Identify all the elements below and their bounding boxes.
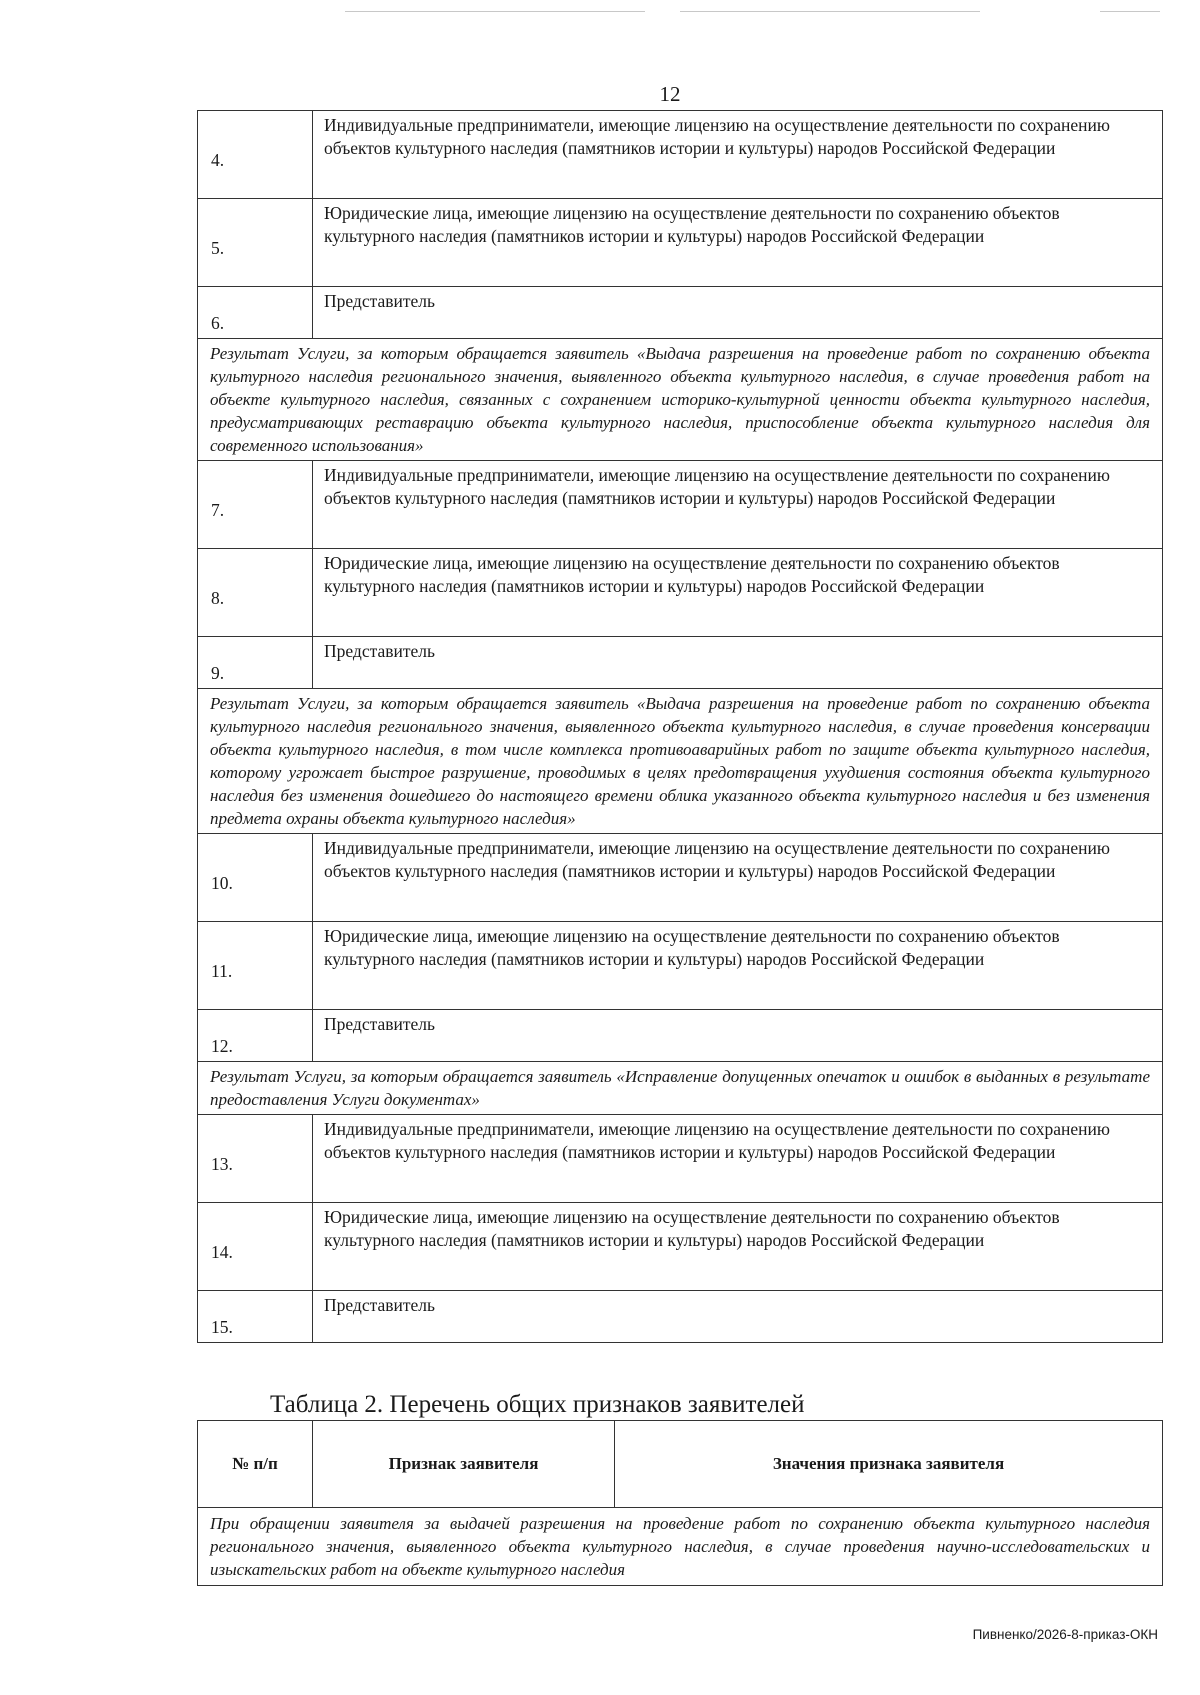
table-row — [198, 199, 1163, 287]
col-header-number: № п/п — [198, 1421, 313, 1508]
result-text: Результат Услуги, за которым обращается заявитель «Выдача разрешения на проведение работ по сохранению объекта культурного наследия регионального значения, выявленного объекта культурного наследия, в случае проведения консервации объекта культурного наследия, в том числе комплекса противоаварийных работ по защите объекта культурного наследия, которому угрожает быстрое разрушение, проводимых в целях предотвращения ухудшения состояния объекта культурного наследия без изменения дошедшего до настоящего времени облика указанного объекта культурного наследия и без изменения предмета охраны объекта культурного наследия» — [198, 689, 1163, 834]
row-number: 13. — [198, 1115, 313, 1203]
applicant-category: Индивидуальные предприниматели, имеющие лицензию на осуществление деятельности по сохранению объектов культурного наследия (памятников истории и культуры) народов Российской Федерации — [313, 461, 1163, 549]
applicant-category: Представитель — [313, 637, 1163, 689]
table-row — [198, 549, 1163, 637]
row-number: 6. — [198, 287, 313, 339]
result-row — [198, 1062, 1163, 1115]
applicant-category: Индивидуальные предприниматели, имеющие лицензию на осуществление деятельности по сохранению объектов культурного наследия (памятников истории и культуры) народов Российской Федерации — [313, 834, 1163, 922]
row-number: 12. — [198, 1010, 313, 1062]
scan-artifact — [1100, 11, 1160, 12]
applicant-category: Юридические лица, имеющие лицензию на осуществление деятельности по сохранению объектов культурного наследия (памятников истории и культуры) народов Российской Федерации — [313, 199, 1163, 287]
row-number: 4. — [198, 111, 313, 199]
result-row — [198, 339, 1163, 461]
table2-title: Таблица 2. Перечень общих признаков заявителей — [270, 1391, 805, 1418]
row-number: 9. — [198, 637, 313, 689]
scan-artifact — [345, 11, 645, 12]
applicant-category: Юридические лица, имеющие лицензию на осуществление деятельности по сохранению объектов культурного наследия (памятников истории и культуры) народов Российской Федерации — [313, 1203, 1163, 1291]
result-text: Результат Услуги, за которым обращается заявитель «Выдача разрешения на проведение работ по сохранению объекта культурного наследия регионального значения, выявленного объекта культурного наследия, в случае проведения работ на объекте культурного наследия, связанных с сохранением историко-культурной ценности объекта культурного наследия, предусматривающих реставрацию объекта культурного наследия, приспособление объекта культурного наследия для современного использования» — [198, 339, 1163, 461]
applicant-category: Юридические лица, имеющие лицензию на осуществление деятельности по сохранению объектов культурного наследия (памятников истории и культуры) народов Российской Федерации — [313, 549, 1163, 637]
table-row — [198, 1203, 1163, 1291]
row-number: 8. — [198, 549, 313, 637]
table-row — [198, 1010, 1163, 1062]
col-header-attribute: Признак заявителя — [313, 1421, 615, 1508]
applicant-category: Индивидуальные предприниматели, имеющие лицензию на осуществление деятельности по сохранению объектов культурного наследия (памятников истории и культуры) народов Российской Федерации — [313, 1115, 1163, 1203]
table-header-row — [198, 1421, 1163, 1508]
table-row — [198, 1115, 1163, 1203]
row-number: 10. — [198, 834, 313, 922]
applicant-category: Представитель — [313, 1010, 1163, 1062]
page-number: 12 — [659, 82, 681, 106]
applicant-category: Представитель — [313, 1291, 1163, 1343]
table-row — [198, 111, 1163, 199]
table-row — [198, 287, 1163, 339]
row-number: 15. — [198, 1291, 313, 1343]
row-number: 5. — [198, 199, 313, 287]
table-row — [198, 922, 1163, 1010]
table-row — [198, 637, 1163, 689]
applicant-attributes-table — [197, 1420, 1163, 1586]
result-text: Результат Услуги, за которым обращается заявитель «Исправление допущенных опечаток и ошибок в выданных в результате предоставления Услуги документах» — [198, 1062, 1163, 1115]
row-number: 7. — [198, 461, 313, 549]
table-row — [198, 834, 1163, 922]
row-number: 11. — [198, 922, 313, 1010]
document-footer-id: Пивненко/2026-8-приказ-ОКН — [972, 1627, 1158, 1642]
table-note: При обращении заявителя за выдачей разрешения на проведение работ по сохранению объекта культурного наследия регионального значения, выявленного объекта культурного наследия, в случае проведения научно-исследовательских и изыскательских работ на объекте культурного наследия — [198, 1508, 1163, 1586]
table-row — [198, 461, 1163, 549]
result-row — [198, 689, 1163, 834]
applicant-category: Юридические лица, имеющие лицензию на осуществление деятельности по сохранению объектов культурного наследия (памятников истории и культуры) народов Российской Федерации — [313, 922, 1163, 1010]
scan-artifact — [680, 11, 980, 12]
applicant-category: Индивидуальные предприниматели, имеющие лицензию на осуществление деятельности по сохранению объектов культурного наследия (памятников истории и культуры) народов Российской Федерации — [313, 111, 1163, 199]
applicant-category: Представитель — [313, 287, 1163, 339]
row-number: 14. — [198, 1203, 313, 1291]
col-header-values: Значения признака заявителя — [615, 1421, 1163, 1508]
table-row — [198, 1291, 1163, 1343]
table-note-row — [198, 1508, 1163, 1586]
applicants-table — [197, 110, 1163, 1343]
